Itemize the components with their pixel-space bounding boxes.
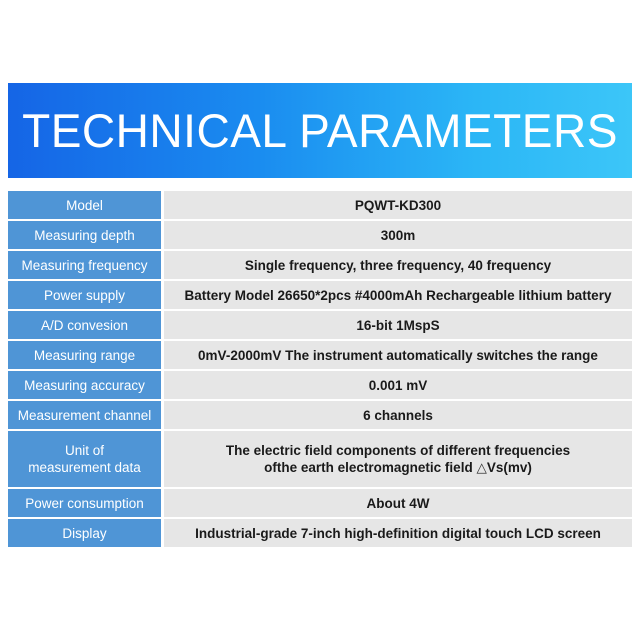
table-row: [8, 191, 632, 219]
table-row: [8, 489, 632, 517]
row-value: 6 channels: [164, 401, 632, 429]
row-value-line-2: ofthe earth electromagnetic field △Vs(mv): [264, 460, 532, 475]
row-label: Measuring frequency: [8, 251, 161, 279]
row-value-line-1: The electric field components of different frequencies: [225, 443, 571, 458]
table-row: [8, 221, 632, 249]
table-row: [8, 371, 632, 399]
row-label: Measuring range: [8, 341, 161, 369]
table-row: [8, 251, 632, 279]
row-label: [8, 431, 161, 487]
row-value: 16-bit 1MspS: [164, 311, 632, 339]
row-label: Measurement channel: [8, 401, 161, 429]
table-row: [8, 341, 632, 369]
parameters-table: [8, 191, 632, 549]
row-label: A/D convesion: [8, 311, 161, 339]
row-value: 0mV-2000mV The instrument automatically switches the range: [164, 341, 632, 369]
table-row: [8, 519, 632, 547]
row-label: Model: [8, 191, 161, 219]
row-value: 300m: [164, 221, 632, 249]
row-value: [164, 431, 632, 487]
row-label-line-1: Unit of: [64, 443, 105, 458]
row-value: 0.001 mV: [164, 371, 632, 399]
table-row: [8, 431, 632, 487]
row-value: PQWT-KD300: [164, 191, 632, 219]
row-label: Power consumption: [8, 489, 161, 517]
table-row: [8, 311, 632, 339]
row-label: Measuring accuracy: [8, 371, 161, 399]
row-value: Single frequency, three frequency, 40 frequency: [164, 251, 632, 279]
page-title: TECHNICAL PARAMETERS: [22, 104, 618, 157]
title-banner: [8, 83, 632, 178]
row-value: Battery Model 26650*2pcs #4000mAh Rechargeable lithium battery: [164, 281, 632, 309]
table-row: [8, 281, 632, 309]
row-label-line-2: measurement data: [28, 460, 141, 475]
row-label: Display: [8, 519, 161, 547]
row-value: About 4W: [164, 489, 632, 517]
delta-triangle-icon: △: [476, 460, 487, 475]
table-row: [8, 401, 632, 429]
row-value: Industrial-grade 7-inch high-definition digital touch LCD screen: [164, 519, 632, 547]
row-label: Power supply: [8, 281, 161, 309]
row-label: Measuring depth: [8, 221, 161, 249]
